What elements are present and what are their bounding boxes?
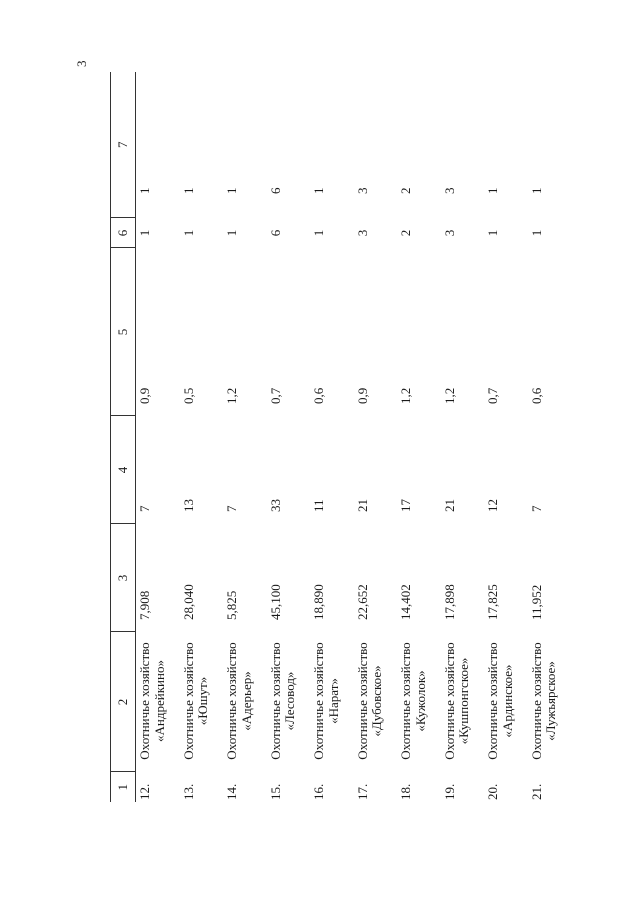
table-row — [528, 72, 572, 802]
table-row — [136, 72, 180, 802]
table-row — [310, 72, 354, 802]
cell-col5: 1,2 — [224, 387, 239, 404]
farm-name — [397, 632, 441, 772]
row-number: 17. — [354, 783, 370, 800]
farm-name — [310, 632, 354, 772]
farm-name — [223, 632, 267, 772]
farm-type: Охотничье хозяйство — [398, 642, 413, 760]
table-row — [397, 72, 441, 802]
cell-col7: 1 — [224, 187, 239, 194]
cell-col4: 33 — [267, 499, 283, 512]
farm-title: «Лесовод» — [282, 671, 298, 731]
cell-col7: 1 — [137, 187, 152, 194]
farm-type: Охотничье хозяйство — [311, 642, 326, 760]
row-number: 16. — [311, 783, 326, 800]
farm-title: «Дубовское» — [369, 665, 385, 737]
farm-title: «Кужолок» — [412, 670, 428, 732]
cell-col6: 6 — [267, 229, 283, 237]
row-number: 14. — [224, 783, 239, 800]
farm-title: «Нарат» — [325, 678, 341, 724]
row-number: 15. — [267, 783, 283, 800]
cell-col6: 3 — [354, 229, 370, 237]
farm-name — [354, 632, 398, 772]
farm-name — [267, 632, 311, 772]
cell-col5: 0,6 — [311, 387, 326, 404]
cell-col4: 12 — [485, 499, 500, 512]
cell-col7: 1 — [311, 187, 326, 194]
cell-col4: 7 — [224, 505, 239, 512]
cell-col7: 6 — [267, 187, 283, 194]
cell-col7: 2 — [398, 187, 413, 194]
cell-col7: 1 — [528, 187, 544, 194]
cell-col4: 7 — [137, 505, 152, 512]
farm-name — [528, 632, 572, 772]
cell-col3: 14,402 — [398, 584, 413, 620]
table-row — [180, 72, 224, 802]
cell-col7: 1 — [180, 187, 196, 194]
column-header-6: 6 — [111, 218, 136, 248]
cell-col3: 28,040 — [180, 584, 196, 620]
column-header-3: 3 — [111, 524, 136, 632]
table-row — [484, 72, 528, 802]
cell-col4: 17 — [398, 499, 413, 512]
farm-name — [441, 632, 485, 772]
cell-col5: 0,5 — [180, 387, 196, 404]
cell-col6: 3 — [441, 229, 457, 237]
farm-type: Охотничье хозяйство — [528, 642, 544, 760]
cell-col6: 1 — [180, 229, 196, 237]
cell-col3: 18,890 — [311, 584, 326, 620]
farm-title: «Адерьер» — [238, 671, 254, 731]
row-number: 13. — [180, 783, 196, 800]
farm-type: Охотничье хозяйство — [180, 642, 196, 760]
farm-title: «Андрейкино» — [151, 660, 167, 742]
rotated-table-sheet — [110, 72, 559, 802]
cell-col6: 1 — [224, 229, 239, 237]
cell-col7: 3 — [441, 187, 457, 194]
table-row — [223, 72, 267, 802]
cell-col4: 21 — [354, 499, 370, 512]
table-row — [441, 72, 485, 802]
farm-type: Охотничье хозяйство — [224, 642, 239, 760]
cell-col3: 5,825 — [224, 590, 239, 620]
cell-col5: 1,2 — [441, 387, 457, 404]
cell-col3: 17,898 — [441, 584, 457, 620]
row-number: 19. — [441, 783, 457, 800]
column-header-5: 5 — [111, 248, 136, 416]
row-number: 21. — [528, 783, 544, 800]
cell-col6: 1 — [485, 229, 500, 237]
farm-name — [136, 632, 180, 772]
column-header-4: 4 — [111, 416, 136, 524]
farm-type: Охотничье хозяйство — [485, 642, 500, 760]
cell-col5: 1,2 — [398, 387, 413, 404]
cell-col3: 11,952 — [528, 584, 544, 620]
row-number: 12. — [137, 783, 152, 800]
table-row — [354, 72, 398, 802]
farm-type: Охотничье хозяйство — [267, 642, 283, 760]
cell-col3: 7,908 — [137, 590, 152, 620]
cell-col3: 17,825 — [485, 584, 500, 620]
table-row — [267, 72, 311, 802]
farm-title: «Кушпонгское» — [456, 657, 472, 745]
page-number: 3 — [74, 60, 89, 67]
cell-col4: 21 — [441, 499, 457, 512]
column-header-1: 1 — [111, 772, 136, 802]
cell-col5: 0,7 — [485, 387, 500, 404]
farm-name — [484, 632, 528, 772]
cell-col4: 13 — [180, 499, 196, 512]
cell-col5: 0,9 — [137, 387, 152, 404]
cell-col5: 0,6 — [528, 387, 544, 404]
farm-type: Охотничье хозяйство — [354, 642, 370, 760]
cell-col7: 3 — [354, 187, 370, 194]
cell-col4: 7 — [528, 505, 544, 512]
table-header-row — [111, 72, 136, 802]
column-header-2: 2 — [111, 632, 136, 772]
cell-col4: 11 — [311, 499, 326, 512]
cell-col7: 1 — [485, 187, 500, 194]
cell-col6: 2 — [398, 229, 413, 237]
farm-name — [180, 632, 224, 772]
cell-col5: 0,7 — [267, 387, 283, 404]
farm-type: Охотничье хозяйство — [137, 642, 152, 760]
farm-title: «Юшут» — [195, 676, 211, 726]
row-number: 18. — [398, 783, 413, 800]
cell-col3: 45,100 — [267, 584, 283, 620]
row-number: 20. — [485, 783, 500, 800]
farm-type: Охотничье хозяйство — [441, 642, 457, 760]
cell-col3: 22,652 — [354, 584, 370, 620]
cell-col6: 1 — [311, 229, 326, 237]
farm-title: «Лужъярское» — [543, 661, 559, 741]
farm-title: «Ардинское» — [499, 664, 515, 738]
cell-col5: 0,9 — [354, 387, 370, 404]
hunting-farms-table — [110, 72, 571, 802]
column-header-7: 7 — [111, 72, 136, 218]
cell-col6: 1 — [528, 229, 544, 237]
cell-col6: 1 — [137, 229, 152, 237]
